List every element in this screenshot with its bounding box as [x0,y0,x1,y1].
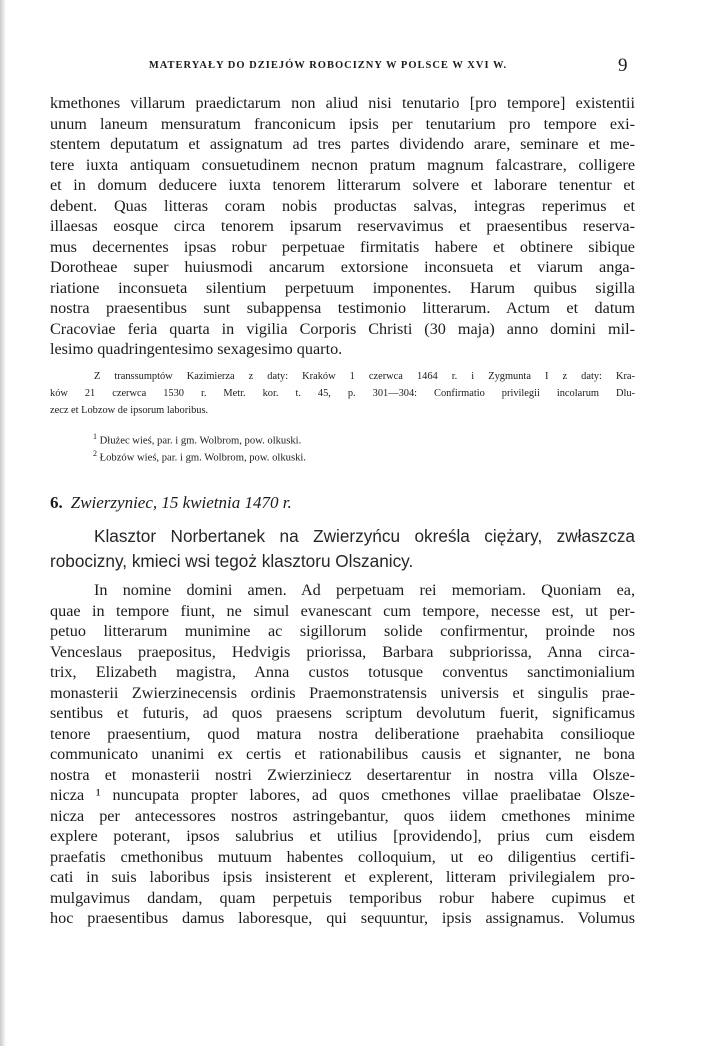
footnote-text: Dłużec wieś, par. i gm. Wolbrom, pow. olkuski. [99,435,302,447]
text-line: trix, Elizabeth magistra, Anna custos totusque conventus sanctimonialium [50,663,635,681]
page-number: 9 [618,55,628,76]
text-line: nostra et monasterii nostri Zwierziniecz desertarentur in nostra villa Olsze- [50,765,635,784]
document-heading [50,493,635,513]
text-line: communicato unanimi ex certis et rationabilibus causis et signanter, ne bona [50,745,635,763]
text-line: riatione inconsueta silentium perpetuum imponentes. Harum quibus sigilla [50,278,635,297]
text-line: cati in suis laboribus ipsis insisterent et explerent, litteram privilegialem pro- [50,868,635,886]
text-line: petuo litterarum munimine ac sigillorum solide confirmentur, proinde nos [50,622,635,640]
text-line: debent. Quas litteras coram nobis productas salvas, integras reperimus et [50,196,635,215]
text-line: tenore praesentium, quod matura nostra deliberatione praehabita consilioque [50,724,635,743]
footnotes [93,428,593,462]
footnote-mark: 1 [93,432,97,441]
text-line: praefatis cmethonibus mutuum habentes colloquium, ut eo diligentius certifi- [50,847,635,866]
source-note-line: zecz et Lobzow de ipsorum laboribus. [50,405,209,416]
text-line: illaesas eosque circa tenorem ipsarum reservavimus et praesentibus reserva- [50,217,635,235]
document-summary [50,524,635,574]
footnote [93,428,593,445]
text-line: nostra praesentibus sunt subappensa testimonio litterarum. Actum et datum [50,299,635,317]
text-line: kmethones villarum praedictarum non aliud nisi tenutario [pro tempore] existentii [50,94,635,112]
continuation-text [50,93,635,360]
document-text [50,580,635,929]
text-line: Venceslaus praepositus, Hedvigis priorissa, Barbara subpriorissa, Anna circa- [50,642,635,661]
text-line: stentem deputatum et assignatum ad tres partes dividendo arare, seminare et me- [50,135,635,153]
source-note [50,368,635,419]
footnote-text: Łobzów wieś, par. i gm. Wolbrom, pow. olkuski. [99,452,306,464]
document-place-date: Zwierzyniec, 15 kwietnia 1470 r. [70,493,292,512]
running-header [0,57,720,77]
text-line: nicza ¹ nuncupata propter labores, ad quos cmethones villae praelibatae Olsze- [50,786,635,804]
footnote [93,445,593,462]
text-line: mus decernentes ipsas robur perpetuae firmitatis habere et obtinere sibique [50,237,635,256]
running-title: MATERYAŁY DO DZIEJÓW ROBOCIZNY W POLSCE W XVI W. [148,60,508,71]
text-line: Cracoviae feria quarta in vigilia Corporis Christi (30 maja) anno domini mil- [50,319,635,338]
text-line: hoc praesentibus damus laboresque, qui sequuntur, ipsis assignamus. Volumus [50,909,635,927]
text-line: Dorotheae super huiusmodi ancarum extorsione inconsueta et viarum anga- [50,258,635,276]
summary-line: robocizny, kmieci wsi tegoż klasztoru Olszanicy. [50,551,414,571]
document-number: 6. [50,493,63,512]
text-line: lesimo quadringentesimo sexagesimo quarto. [50,340,343,358]
text-line: sentibus et futuris, ad quos praesens scriptum devolutum fuerit, significamus [50,704,635,722]
source-note-line: ków 21 czerwca 1530 r. Metr. kor. t. 45, p. 301—304: Confirmatio privilegii incolarum Dlu- [50,388,635,399]
text-line: unum laneum mensuratum franconicum ipsis per tenutarium pro tempore exi- [50,114,635,133]
text-line: tere iuxta antiquam consuetudinem necnon pratum magnum falcastrare, colligere [50,155,635,174]
text-line: mulgavimus dandam, quam perpetuis temporibus robur habere cupimus et [50,888,635,907]
text-line: et in domum deducere iuxta tenorem litterarum solvere et laborare tenentur et [50,176,635,194]
text-line: explere poterant, ipsos salubrius et utilius [providendo], prius cum eisdem [50,827,635,845]
text-line: quae in tempore fiunt, ne simul evanescant cum tempore, necesse est, ut per- [50,601,635,620]
page-gutter-shadow [0,0,6,1046]
source-note-line: Z transsumptów Kazimierza z daty: Kraków 1 czerwca 1464 r. i Zygmunta I z daty: Kra- [94,371,635,382]
footnote-mark: 2 [93,449,97,458]
summary-line: Klasztor Norbertanek na Zwierzyńcu określa ciężary, zwłaszcza [94,526,635,546]
text-line: In nomine domini amen. Ad perpetuam rei memoriam. Quoniam ea, [94,581,635,599]
text-line: nicza per antecessores nostros astringebantur, quos iidem cmethones minime [50,806,635,825]
text-line: monasterii Zwierzinecensis ordinis Praemonstratensis universis et singulis prae- [50,683,635,702]
